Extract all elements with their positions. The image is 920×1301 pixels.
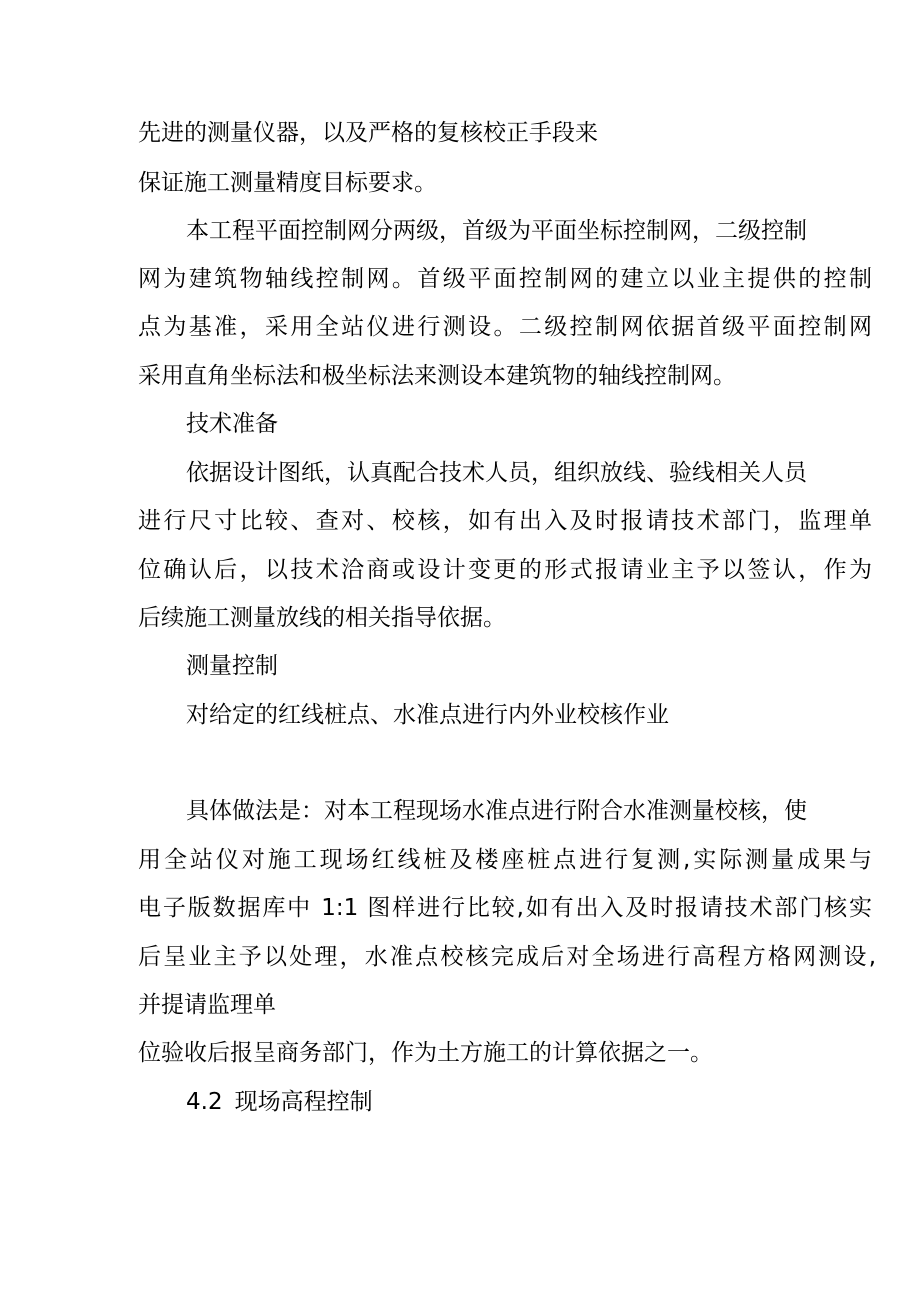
paragraph-line: 后呈业主予以处理，水准点校核完成后对全场进行高程方格网测设, — [138, 944, 876, 970]
paragraph-line: 网为建筑物轴线控制网。首级平面控制网的建立以业主提供的控制 — [138, 266, 872, 292]
paragraph-line: 并提请监理单 — [138, 992, 276, 1018]
paragraph-line: 进行尺寸比较、查对、校核，如有出入及时报请技术部门，监理单 — [138, 508, 872, 534]
paragraph-line: 对给定的红线桩点、水准点进行内外业校核作业 — [186, 702, 669, 728]
paragraph-line: 位确认后，以技术洽商或设计变更的形式报请业主予以签认，作为 — [138, 557, 872, 583]
section-heading-row — [186, 1087, 373, 1117]
paragraph-line: 点为基准，采用全站仪进行测设。二级控制网依据首级平面控制网 — [138, 314, 872, 340]
paragraph-line: 依据设计图纸，认真配合技术人员，组织放线、验线相关人员 — [186, 460, 807, 486]
paragraph-line: 位验收后报呈商务部门，作为土方施工的计算依据之一。 — [138, 1040, 713, 1066]
section-heading: 技术准备 — [186, 411, 278, 437]
paragraph-line: 用全站仪对施工现场红线桩及楼座桩点进行复测,实际测量成果与 — [138, 847, 872, 873]
paragraph-line: 采用直角坐标法和极坐标法来测设本建筑物的轴线控制网。 — [138, 363, 736, 389]
paragraph-line: 后续施工测量放线的相关指导依据。 — [138, 605, 506, 631]
section-title: 现场高程控制 — [234, 1089, 373, 1115]
paragraph-line: 具体做法是：对本工程现场水准点进行附合水准测量校核，使 — [186, 798, 807, 824]
paragraph-line: 电子版数据库中 1:1 图样进行比较,如有出入及时报请技术部门核实 — [138, 895, 872, 921]
paragraph-line: 先进的测量仪器，以及严格的复核校正手段来 — [138, 120, 598, 146]
section-heading: 测量控制 — [186, 653, 278, 679]
section-number: 4.2 — [186, 1089, 223, 1115]
paragraph-line: 本工程平面控制网分两级，首级为平面坐标控制网，二级控制 — [186, 218, 807, 244]
paragraph-line: 保证施工测量精度目标要求。 — [138, 170, 437, 196]
